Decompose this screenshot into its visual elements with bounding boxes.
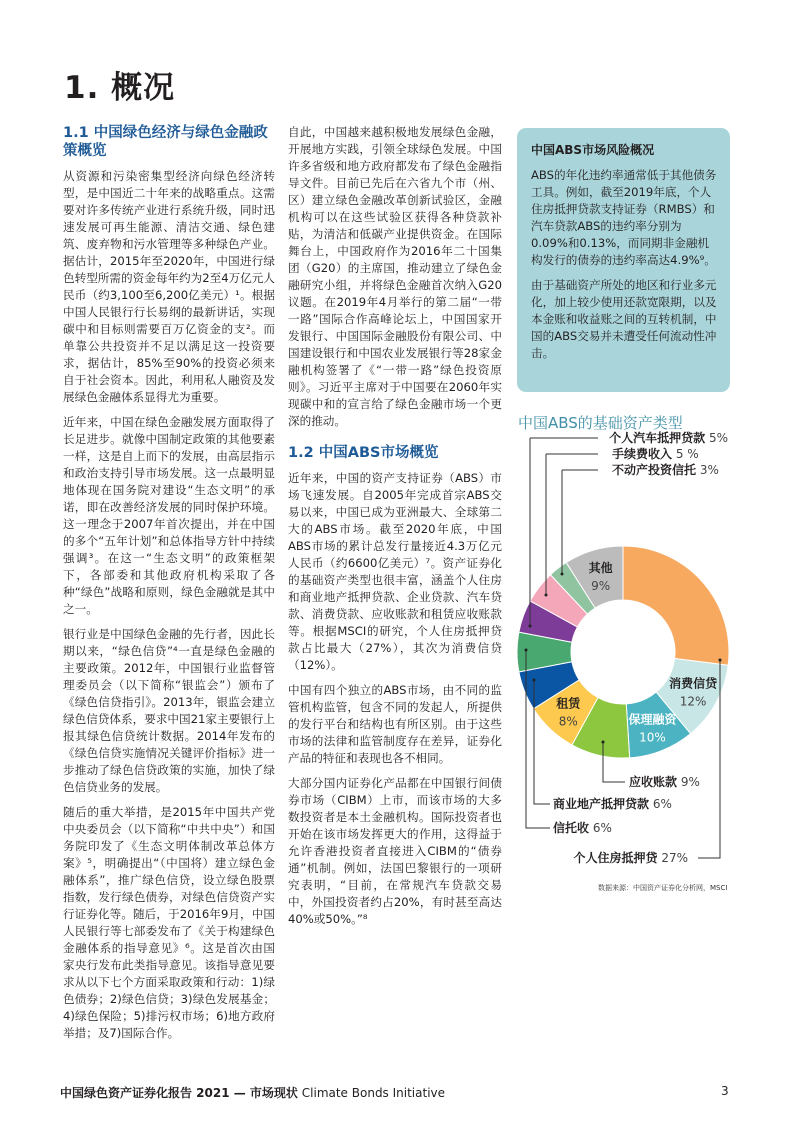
paragraph: 近年来，中国在绿色金融发展方面取得了长足进步。就像中国制定政策的其他要素一样，这是自上而下的发展，由高层指示和政治支持引导市场发展。这一点最明显地体现在国务院对建设“生态文明”的承诺，即在改善经济发展的同时保护环境。这一理念于2007年首次提出，并在中国的多个“五年计划”和总体指导方针中持续强调³。在这一“生态文明”的政策框架下，各部委和其他政府机构采取了各种“绿色”战略和原则，绿色金融就是其中之一。	[63, 415, 275, 616]
paragraph: 近年来，中国的资产支持证券（ABS）市场飞速发展。自2005年完成首宗ABS交易以来，中国已成为亚洲最大、全球第二大的ABS市场。截至2020年底，中国ABS市场的累计总发行量接近4.3万亿元人民币（约6600亿美元）⁷。资产证券化的基础资产类型也很丰富，涵盖个人住房和商业地产抵押贷款、企业贷款、汽车贷款、消费贷款、应收账款和租赁应收账款等。根据MSCI的研究，个人住房抵押贷款占比最大（27%），其次为消费信贷（12%）。	[288, 471, 502, 672]
callout-value: 6%	[589, 821, 612, 835]
paragraph: 大部分国内证券化产品都在中国银行间债券市场（CIBM）上市，而该市场的大多数投资者是本土金融机构。国际投资者也开始在该市场发挥更大的作用，这得益于允许香港投资者直接进入CIBM的“债券通”机制。例如，法国巴黎银行的一项研究表明，“目前，在常规汽车贷款交易中，外国投资者约占20%，有时甚至高达40%或50%。”⁸	[288, 776, 502, 926]
callout-label	[553, 796, 672, 811]
callout-dot	[719, 659, 722, 662]
sidebar-paragraph: 由于基础资产所处的地区和行业多元化，加上较少使用还款宽限期，以及本金账和收益账之间的互转机制，中国的ABS交易并未遭受任何流动性冲击。	[531, 278, 717, 360]
callout-dot	[602, 741, 605, 744]
callout-category: 手续费收入	[612, 447, 673, 461]
column-2	[288, 124, 502, 936]
callout-category: 不动产投资信托	[612, 463, 697, 477]
paragraph: 中国有四个独立的ABS市场，由不同的监管机构监管，包含不同的发起人，所提供的发行平台和结构也有所区别。由于这些市场的法律和监管制度存在差异，证券化产品的特征和表现也各不相同。	[288, 683, 502, 765]
callout-value: 27%	[657, 851, 688, 865]
slice-label: 消费信贷	[669, 676, 718, 691]
page-title: 1. 概况	[64, 70, 176, 106]
slice-value: 8%	[558, 714, 578, 729]
callout-label	[612, 462, 719, 477]
callout-value: 3%	[696, 463, 719, 477]
callout-value: 5%	[705, 431, 728, 445]
callout-dot	[561, 573, 564, 576]
sidebar-heading: 中国ABS市场风险概况	[531, 143, 655, 157]
callout-label	[573, 850, 688, 865]
slice-label: 其他	[588, 561, 613, 576]
section-heading-1-2: 1.2 中国ABS市场概览	[288, 445, 439, 461]
footer-org: Climate Bonds Initiative	[301, 1086, 446, 1100]
chart-title: 中国ABS的基础资产类型	[518, 414, 683, 432]
slice-value: 12%	[679, 694, 707, 709]
callout-label	[553, 820, 612, 835]
callout-dot	[545, 594, 548, 597]
callout-category: 商业地产抵押贷款	[553, 797, 650, 811]
page-number: 3	[721, 1084, 729, 1098]
callout-label	[609, 430, 728, 445]
slice-label: 保理融资	[628, 712, 677, 727]
section-heading-1-1: 1.1 中国绿色经济与绿色金融政策概览	[63, 125, 268, 159]
callout-category: 应收账款	[629, 775, 678, 789]
callout-dot	[533, 679, 536, 682]
callout-category: 个人汽车抵押贷款	[609, 431, 706, 445]
paragraph: 随后的重大举措，是2015年中国共产党中央委员会（以下简称“中共中央”）和国务院印发了《生态文明体制改革总体方案》⁵，明确提出“（中国将）建立绿色金融体系”，推广绿色信贷，设立绿色股票指数，发行绿色债券，对绿色信贷资产实行证券化等。随后，于2016年9月，中国人民银行等七部委发布了《关于构建绿色金融体系的指导意见》⁶。这是首次由国家央行发布此类指导意见。该指导意见要求从以下七个方面采取政策和行动：1)绿色债券；2)绿色信贷；3)绿色发展基金；4)绿色保险；5)排污权市场；6)地方政府举措；及7)国际合作。	[63, 805, 275, 1040]
callout-category: 信托收	[553, 821, 590, 835]
callout-value: 5 %	[672, 447, 699, 461]
paragraph: 从资源和污染密集型经济向绿色经济转型，是中国近二十年来的战略重点。这需要对许多传统产业进行系统升级，同时迅速发展可再生能源、清洁交通、绿色建筑、废弃物和污水管理等多种绿色产业。据估计，2015年至2020年，中国进行绿色转型所需的资金每年约为2至4万亿元人民币（约3,100至6,200亿美元）¹。根据中国人民银行行长易纲的最新讲话，实现碳中和目标则需要百万亿资金的支²。而单靠公共投资并不足以满足这一投资要求，据估计，85%至90%的投资必须来自于社会资本。因此，利用私人融资及发展绿色金融体系显得尤为重要。	[63, 169, 275, 404]
slice-value: 9%	[591, 579, 611, 594]
slice-label: 租赁	[556, 696, 581, 711]
callout-label	[629, 774, 700, 789]
slice-value: 10%	[639, 730, 666, 745]
paragraph: 自此，中国越来越积极地发展绿色金融，开展地方实践，引领全球绿色发展。中国许多省级和地方政府都发布了绿色金融指导文件。目前已先后在六省九个市（州、区）建立绿色金融改革创新试验区，金融机构可以在这些试验区获得各种贷款补贴，为清洁和低碳产业提供资金。在国际舞台上，中国政府作为2016年二十国集团（G20）的主席国，推动建立了绿色金融研究小组，并将绿色金融首次纳入G20议题。在2019年4月举行的第二届“一带一路”国际合作高峰论坛上，中国国家开发银行、中国国际金融股份有限公司、中国建设银行和中国农业发展银行等28家金融机构签署了《“一带一路”绿色投资原则》。习近平主席对于中国要在2060年实现碳中和的宣言给了绿色金融市场一个更深的推动。	[288, 125, 502, 428]
callout-label	[612, 446, 699, 461]
footer	[60, 1084, 445, 1101]
chart-source: 数据来源：中国资产证券化分析网，MSCI	[598, 884, 728, 892]
callout-value: 6%	[649, 797, 672, 811]
footer-report-title: 中国绿色资产证券化报告 2021 — 市场现状	[60, 1086, 298, 1100]
callout-dot	[525, 649, 528, 652]
callout-value: 9%	[677, 775, 700, 789]
callout-category: 个人住房抵押贷	[573, 851, 658, 865]
callout-dot	[529, 625, 532, 628]
donut-chart	[510, 420, 740, 880]
risk-sidebar-box	[517, 128, 730, 392]
paragraph: 银行业是中国绿色金融的先行者，因此长期以来，“绿色信贷”⁴一直是绿色金融的主要政策。2012年，中国银行业监督管理委员会（以下简称“银监会”）颁布了《绿色信贷指引》。2013年，银监会建立绿色信贷体系，要求中国21家主要银行上报其绿色信贷统计数据。2014年发布的《绿色信贷实施情况关键评价指标》进一步推动了绿色信贷政策的实施，加快了绿色信贷业务的发展。	[63, 627, 275, 794]
column-1	[63, 124, 275, 1050]
donut-slice	[623, 546, 729, 665]
sidebar-paragraph: ABS的年化违约率通常低于其他债务工具。例如，截至2019年底，个人住房抵押贷款支持证券（RMBS）和汽车贷款ABS的违约率分别为0.09%和0.13%，而同期非金融机构发行的债券的违约率高达4.9%⁹。	[531, 168, 717, 267]
